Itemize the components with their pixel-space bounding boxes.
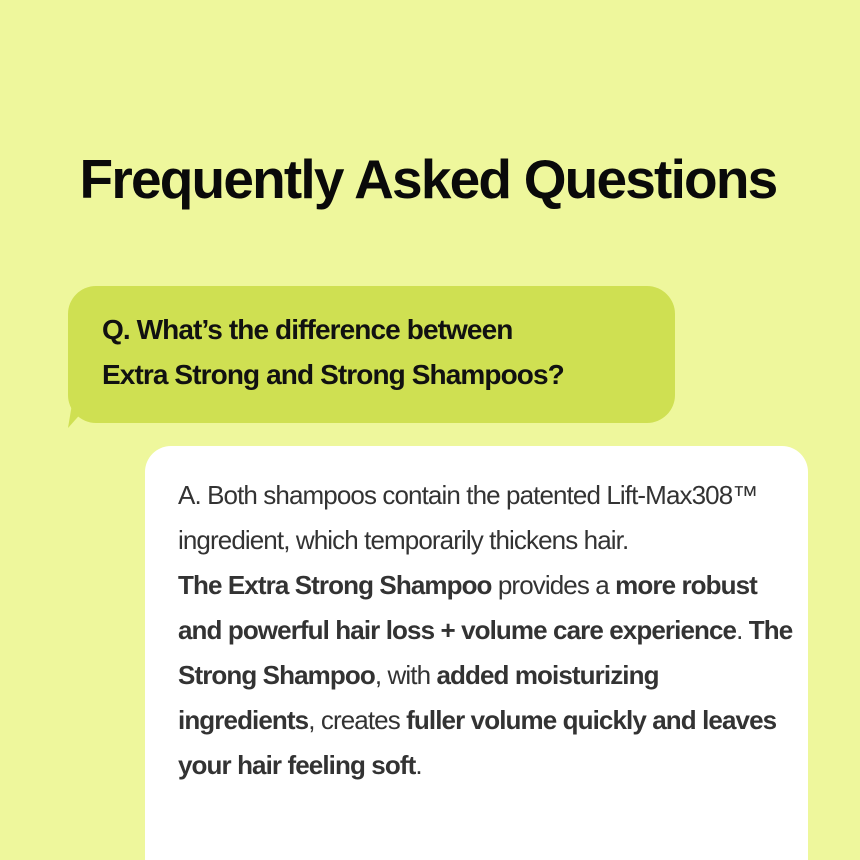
answer-comparison [178, 563, 793, 788]
strong-shampoo-name: The Strong Shampoo [178, 615, 793, 690]
answer-text [178, 473, 793, 788]
page-title: Frequently Asked Questions [79, 148, 777, 210]
question-line-1: Q. What’s the difference between [102, 314, 513, 345]
answer-intro: A. Both shampoos contain the patented Lift-Max308™ ingredient, which temporarily thickens hair. [178, 480, 758, 555]
answer-period: . [736, 615, 749, 645]
strong-benefit: fuller volume quickly and leaves your hair feeling soft [178, 705, 777, 780]
extra-strong-shampoo-name: The Extra Strong Shampoo [178, 570, 492, 600]
strong-ingredients: added moisturizing ingredients [178, 660, 659, 735]
answer-connector-with: , with [374, 660, 437, 690]
question-line-2: Extra Strong and Strong Shampoos? [102, 359, 564, 390]
answer-end-period: . [415, 750, 422, 780]
answer-connector-provides: provides a [491, 570, 616, 600]
question-text [102, 307, 662, 397]
extra-strong-benefit: more robust and powerful hair loss + volume care experience [178, 570, 757, 645]
answer-connector-creates: , creates [308, 705, 407, 735]
